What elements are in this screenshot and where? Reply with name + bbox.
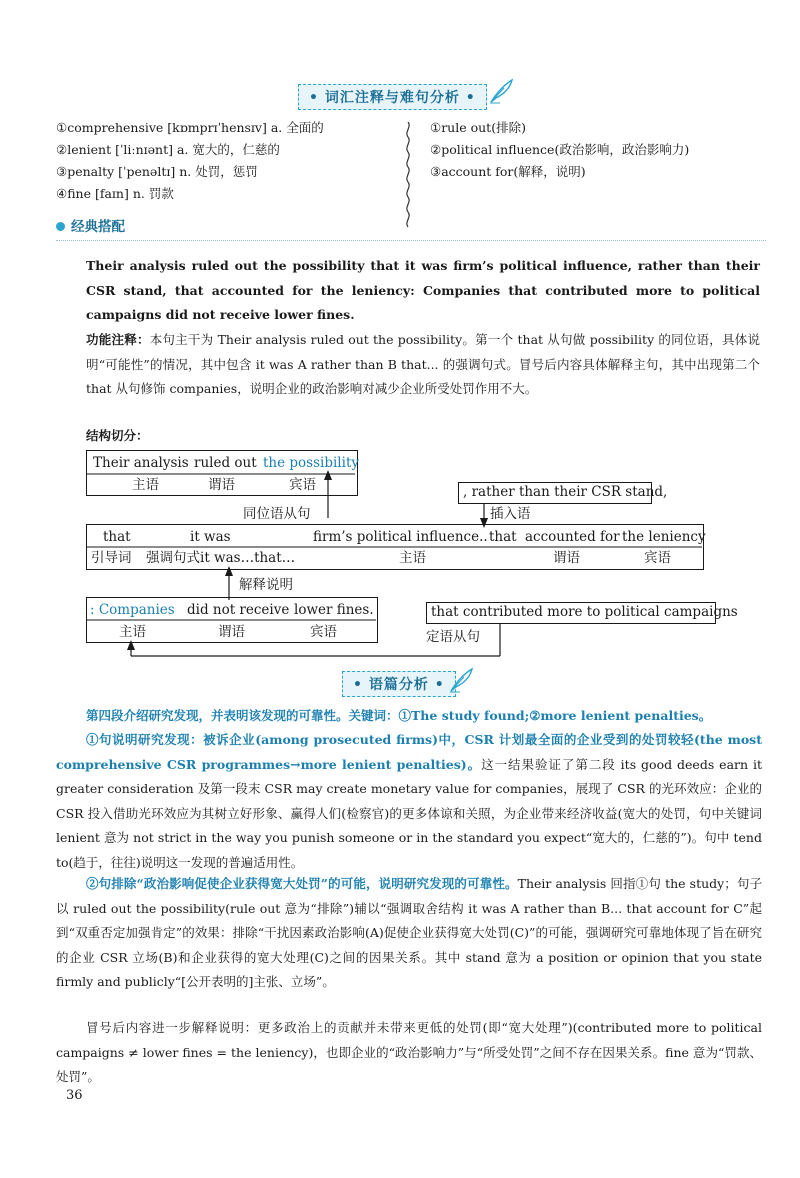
- analysis-point-2: ②句排除“政治影响促使企业获得宽大处罚”的可能，说明研究发现的可靠性。Their analysis 回指①句 the study；句子以 ruled out the possibility(rule out 意为“排除”)辅以“强调取舍结构 it was A rather than B... that account for C”起到“双重否定加强肯定”的效果：排除“干扰因素政治影响(A)促使企业获得宽大处罚(C)”的可能，强调研究可靠地体现了旨在研究的企业 CSR 立场(B)和企业获得的宽大处理(C)之间的因果关系。其中 stand 意为 a position or opinion that you state firmly and publicly“[公开表明的]主张、立场”。: [56, 876, 762, 989]
- vocab-left-item-2: ②lenient [ˈliːnɪənt] a. 宽大的，仁慈的: [56, 142, 280, 157]
- clause-word-accounted: accounted for: [525, 529, 620, 545]
- relative-clause-label: 定语从句: [426, 629, 480, 645]
- clause-word-that2: that: [489, 529, 517, 545]
- vocab-banner-label: • 词汇注释与难句分析 •: [298, 84, 487, 110]
- discourse-banner: [0, 671, 800, 701]
- classic-heading: 经典搭配: [56, 215, 125, 235]
- main-object-label: 宾语: [289, 477, 316, 493]
- analysis-point-3: 冒号后内容进一步解释说明：更多政治上的贡献并未带来更低的处罚(即“宽大处理”)(contributed more to political campaigns ≠ lower fines = the leniency)，也即企业的“政治影响力”与“所受处罚”之间不存在因果关系。fine 意为“罚款、处罚”。: [56, 1020, 762, 1084]
- insert-text: , rather than their CSR stand,: [463, 484, 668, 500]
- main-verb-word: ruled out: [194, 455, 257, 471]
- vocab-left-item-1: ①comprehensive [kɒmprɪˈhensɪv] a. 全面的: [56, 120, 324, 135]
- receive-word: did not receive: [187, 602, 290, 618]
- clause-label-object: 宾语: [644, 550, 671, 566]
- main-subject-label: 主语: [132, 477, 159, 493]
- main-object-word: the possibility: [263, 455, 359, 471]
- clause-word-influence: firm’s political influence..: [313, 529, 488, 545]
- vocab-left-item-4: ④fine [faɪn] n. 罚款: [56, 186, 174, 201]
- fines-word: lower fines.: [294, 602, 374, 618]
- fines-label: 宾语: [310, 624, 337, 640]
- clause-word-it-was: it was: [190, 529, 231, 545]
- vocab-right-item-2: ②political influence(政治影响，政治影响力): [430, 142, 690, 157]
- relative-clause-text: that contributed more to political campaigns: [431, 604, 738, 620]
- structure-label: 结构切分：: [86, 428, 149, 443]
- clause-label-subject: 主语: [399, 550, 426, 566]
- clause-label-verb: 谓语: [553, 550, 580, 566]
- clause-label-intro: 引导词: [91, 550, 132, 566]
- main-verb-label: 谓语: [208, 477, 235, 493]
- clause-word-leniency: the leniency: [622, 529, 706, 545]
- insert-label: 插入语: [490, 506, 531, 522]
- vocab-right-item-1: ①rule out(排除): [430, 120, 526, 135]
- analysis-summary: 第四段介绍研究发现，并表明该发现的可靠性。关键词：①The study found;②more lenient penalties。: [86, 708, 712, 723]
- explain-label: 解释说明: [239, 577, 293, 593]
- function-note: 功能注释：本句主干为 Their analysis ruled out the possibility。第一个 that 从句做 possibility 的同位语，具体说明“可能性”的情况，其中包含 it was A rather than B that... 的强调句式。冒号后内容具体解释主句，其中出现第二个 that 从句修饰 companies，说明企业的政治影响对减少企业所受处罚作用不大。: [86, 332, 760, 396]
- page-number: 36: [66, 1088, 83, 1103]
- clause-word-that: that: [103, 529, 131, 545]
- appositive-label: 同位语从句: [243, 506, 311, 522]
- vocab-left-item-3: ③penalty [ˈpenəltɪ] n. 处罚，惩罚: [56, 164, 258, 179]
- companies-label: 主语: [119, 624, 146, 640]
- key-sentence: Their analysis ruled out the possibility that it was firm’s political influence, rather than their CSR stand, that accounted for the leniency: Companies that contributed more to political campaigns did not receive lower fines.: [86, 258, 760, 322]
- main-subject-word: Their analysis: [93, 455, 189, 471]
- feather-pen-icon: [448, 667, 474, 693]
- clause-label-emphasis: 强调句式it was…that…: [146, 550, 296, 566]
- vocab-right-item-3: ③account for(解释，说明): [430, 164, 586, 179]
- analysis-point-1: ①句说明研究发现：被诉企业(among prosecuted firms)中，CSR 计划最全面的企业受到的处罚较轻(the most comprehensive CSR programmes→more lenient penalties)。这一结果验证了第二段 its good deeds earn it greater consideration 及第一段末 CSR may create monetary value for companies，展现了 CSR 的光环效应：企业的 CSR 投入借助光环效应为其树立好形象、赢得人们(检察官)的更多体谅和关照，为企业带来经济收益(宽大的处罚，句中关键词 lenient 意为 not strict in the way you punish someone or in the standard you expect“宽大的，仁慈的”)。句中 tend to(趋于，往往)说明这一发现的普遍适用性。: [56, 732, 763, 870]
- companies-word: : Companies: [90, 602, 175, 618]
- discourse-banner-label: • 语篇分析 •: [342, 671, 456, 697]
- receive-label: 谓语: [218, 624, 245, 640]
